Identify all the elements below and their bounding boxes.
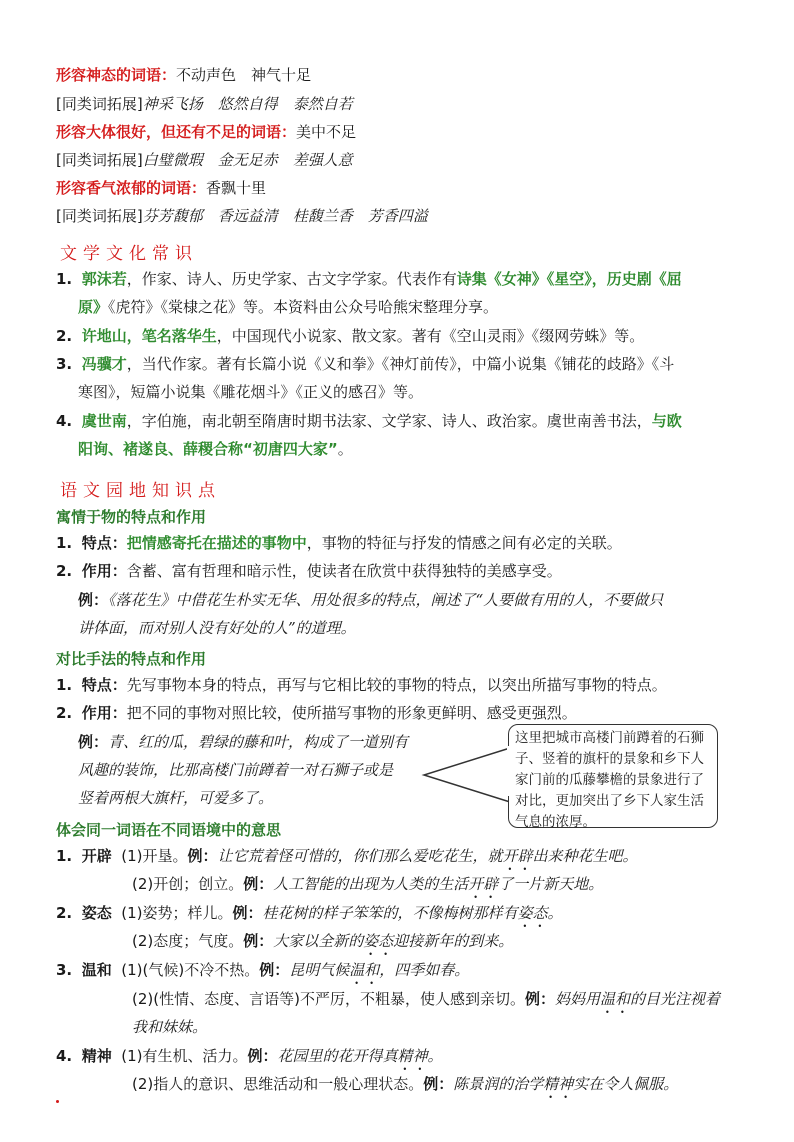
callout-joint <box>507 746 511 796</box>
category-words: 不动声色 神气十足 <box>176 66 312 84</box>
example-1-cont: 讲体面，而对别人没有好处的人”的道理。 <box>78 619 356 637</box>
culture-item-3-cont: 寒图》，短篇小说集《雕花烟斗》《正义的感召》等。 <box>78 383 424 401</box>
culture-item-1: 1. 郭沫若，作家、诗人、历史学家、古文字学家。代表作有诗集《女神》《星空》，历史剧《屈 <box>56 270 682 288</box>
culture-item-3: 3. 冯骥才，当代作家。著有长篇小说《义和拳》《神灯前传》，中篇小说集《铺花的歧路》《斗 <box>56 355 675 373</box>
callout-note: 这里把城市高楼门前蹲着的石狮子、竖着的旗杆的景象和乡下人家门前的瓜藤攀檐的景象进行了对比，更加突出了乡下人家生活气息的浓厚。 <box>508 724 718 828</box>
word-group-2 <box>56 121 356 143</box>
section-title-garden: 语文园地知识点 <box>60 481 221 501</box>
word-extension-1 <box>56 93 353 115</box>
word-meaning-3: 3. 温和 (1)(气候)不冷不热。例：昆明气候温和，四季如春。 <box>56 961 470 979</box>
word-extension-3 <box>56 205 428 227</box>
category-label: 形容大体很好，但还有不足的词语： <box>56 123 297 141</box>
word-meaning-2-sense-2: (2)态度；气度。例：大家以全新的姿态迎接新年的到来。 <box>132 932 514 950</box>
word-meaning-3-sense-2: (2)(性情、态度、言语等)不严厉，不粗暴，使人感到亲切。例：妈妈用温和的目光注视着 <box>132 990 721 1008</box>
word-term: 精神 <box>81 1047 112 1065</box>
feature-item-2: 2. 作用：含蓄、富有哲理和暗示性，使读者在欣赏中获得独特的美感享受。 <box>56 562 562 580</box>
culture-item-4: 4. 虞世南，字伯施，南北朝至隋唐时期书法家、文学家、诗人、政治家。虞世南善书法，与欧 <box>56 412 682 430</box>
feature-item-1: 1. 特点：把情感寄托在描述的事物中，事物的特征与抒发的情感之间有必定的关联。 <box>56 534 622 552</box>
word-term: 姿态 <box>81 904 112 922</box>
extension-label: [同类词拓展] <box>56 151 143 169</box>
extension-words: 芬芳馥郁 香远益清 桂馥兰香 芳香四溢 <box>142 207 428 225</box>
word-term: 温和 <box>81 961 112 979</box>
extension-words: 白璧微瑕 金无足赤 差强人意 <box>142 151 353 169</box>
category-words: 香飘十里 <box>206 179 267 197</box>
category-label: 形容神态的词语： <box>56 66 177 84</box>
extension-label: [同类词拓展] <box>56 95 143 113</box>
section-title-culture: 文学文化常识 <box>60 244 198 264</box>
person-name: 虞世南 <box>81 412 127 430</box>
example-2: 例：青、红的瓜，碧绿的藤和叶，构成了一道别有 <box>78 733 409 751</box>
category-words: 美中不足 <box>296 123 357 141</box>
person-name: 许地山，笔名落华生 <box>81 327 217 345</box>
example-2-cont2: 竖着两根大旗杆，可爱多了。 <box>78 789 274 807</box>
word-meaning-3-cont: 我和妹妹。 <box>132 1018 208 1036</box>
culture-item-4-cont: 阳询、褚遂良、薛稷合称“初唐四大家”。 <box>78 440 353 458</box>
word-term: 开辟 <box>81 847 112 865</box>
person-name: 郭沫若 <box>81 270 127 288</box>
word-meaning-1-sense-2: (2)开创；创立。例：人工智能的出现为人类的生活开辟了一片新天地。 <box>132 875 604 893</box>
example-1: 例：《落花生》中借花生朴实无华、用处很多的特点，阐述了“人要做有用的人，不要做只 <box>78 591 664 609</box>
word-meaning-2: 2. 姿态 (1)姿势；样儿。例：桂花树的样子笨笨的，不像梅树那样有姿态。 <box>56 904 563 922</box>
extension-label: [同类词拓展] <box>56 207 143 225</box>
category-label: 形容香气浓郁的词语： <box>56 179 207 197</box>
contrast-item-2: 2. 作用：把不同的事物对照比较，使所描写事物的形象更鲜明、感受更强烈。 <box>56 704 577 722</box>
corner-mark <box>56 1100 59 1103</box>
culture-item-1-cont: 原》《虎符》《棠棣之花》等。本资料由公众号哈熊宋整理分享。 <box>78 298 499 316</box>
culture-item-2: 2. 许地山，笔名落华生，中国现代小说家、散文家。著有《空山灵雨》《缀网劳蛛》等。 <box>56 327 645 345</box>
word-meaning-4-sense-2: (2)指人的意识、思维活动和一般心理状态。例：陈景润的治学精神实在令人佩服。 <box>132 1075 679 1093</box>
callout-pointer <box>420 740 512 810</box>
word-meaning-4: 4. 精神 (1)有生机、活力。例：花园里的花开得真精神。 <box>56 1047 443 1065</box>
word-group-1 <box>56 64 311 86</box>
word-extension-2 <box>56 149 353 171</box>
subheading-2: 对比手法的特点和作用 <box>56 650 207 668</box>
extension-words: 神采飞扬 悠然自得 泰然自若 <box>142 95 353 113</box>
subheading-1: 寓情于物的特点和作用 <box>56 508 207 526</box>
person-name: 冯骥才 <box>81 355 127 373</box>
contrast-item-1: 1. 特点：先写事物本身的特点，再写与它相比较的事物的特点，以突出所描写事物的特点。 <box>56 676 667 694</box>
example-2-cont: 风趣的装饰，比那高楼门前蹲着一对石狮子或是 <box>78 761 394 779</box>
subheading-3: 体会同一词语在不同语境中的意思 <box>56 821 282 839</box>
word-meaning-1: 1. 开辟 (1)开垦。例：让它荒着怪可惜的，你们那么爱吃花生，就开辟出来种花生吧。 <box>56 847 638 865</box>
word-group-3 <box>56 177 266 199</box>
